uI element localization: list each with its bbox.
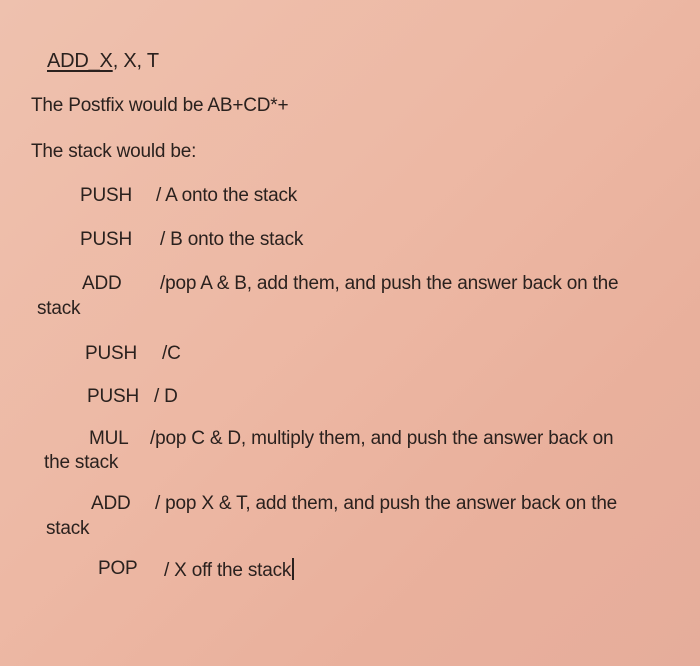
step-operation: ADD [82,273,122,294]
step-operation: PUSH [87,386,139,407]
step-comment-1: / A onto the stack [156,185,298,206]
step-comment-7-continued: stack [46,518,90,539]
step-comment-6: /pop C & D, multiply them, and push the answer back on [150,428,614,449]
step-comment-3: /pop A & B, add them, and push the answer back on the [160,273,619,294]
title-operands: , X, T [112,50,159,72]
step-comment-8-text: / X off the stack [164,560,292,581]
step-comment-6-continued: the stack [44,452,119,473]
step-comment-7: / pop X & T, add them, and push the answer back on the [155,493,618,514]
stack-step-4 [85,343,137,365]
stack-step-8 [98,558,138,580]
step-operation: MUL [89,428,129,449]
step-comment-3-continued: stack [37,298,81,319]
step-operation: POP [98,558,138,579]
step-operation: ADD [91,493,131,514]
stack-step-6 [89,428,129,450]
step-comment-5: / D [154,386,178,407]
postfix-line: The Postfix would be AB+CD*+ [31,95,289,116]
step-operation: PUSH [80,185,132,206]
stack-step-2 [80,229,132,251]
stack-step-3 [82,273,122,295]
stack-intro-line: The stack would be: [31,141,197,162]
title-instruction: ADD_X [47,50,113,72]
title-line [47,50,159,72]
stack-step-5 [87,386,139,408]
step-operation: PUSH [80,229,132,250]
step-comment-4: /C [162,343,181,364]
stack-step-1 [80,185,132,207]
step-comment-2: / B onto the stack [160,229,304,250]
step-comment-8[interactable] [164,558,294,582]
stack-step-7 [91,493,131,515]
step-operation: PUSH [85,343,137,364]
text-cursor [292,558,294,580]
